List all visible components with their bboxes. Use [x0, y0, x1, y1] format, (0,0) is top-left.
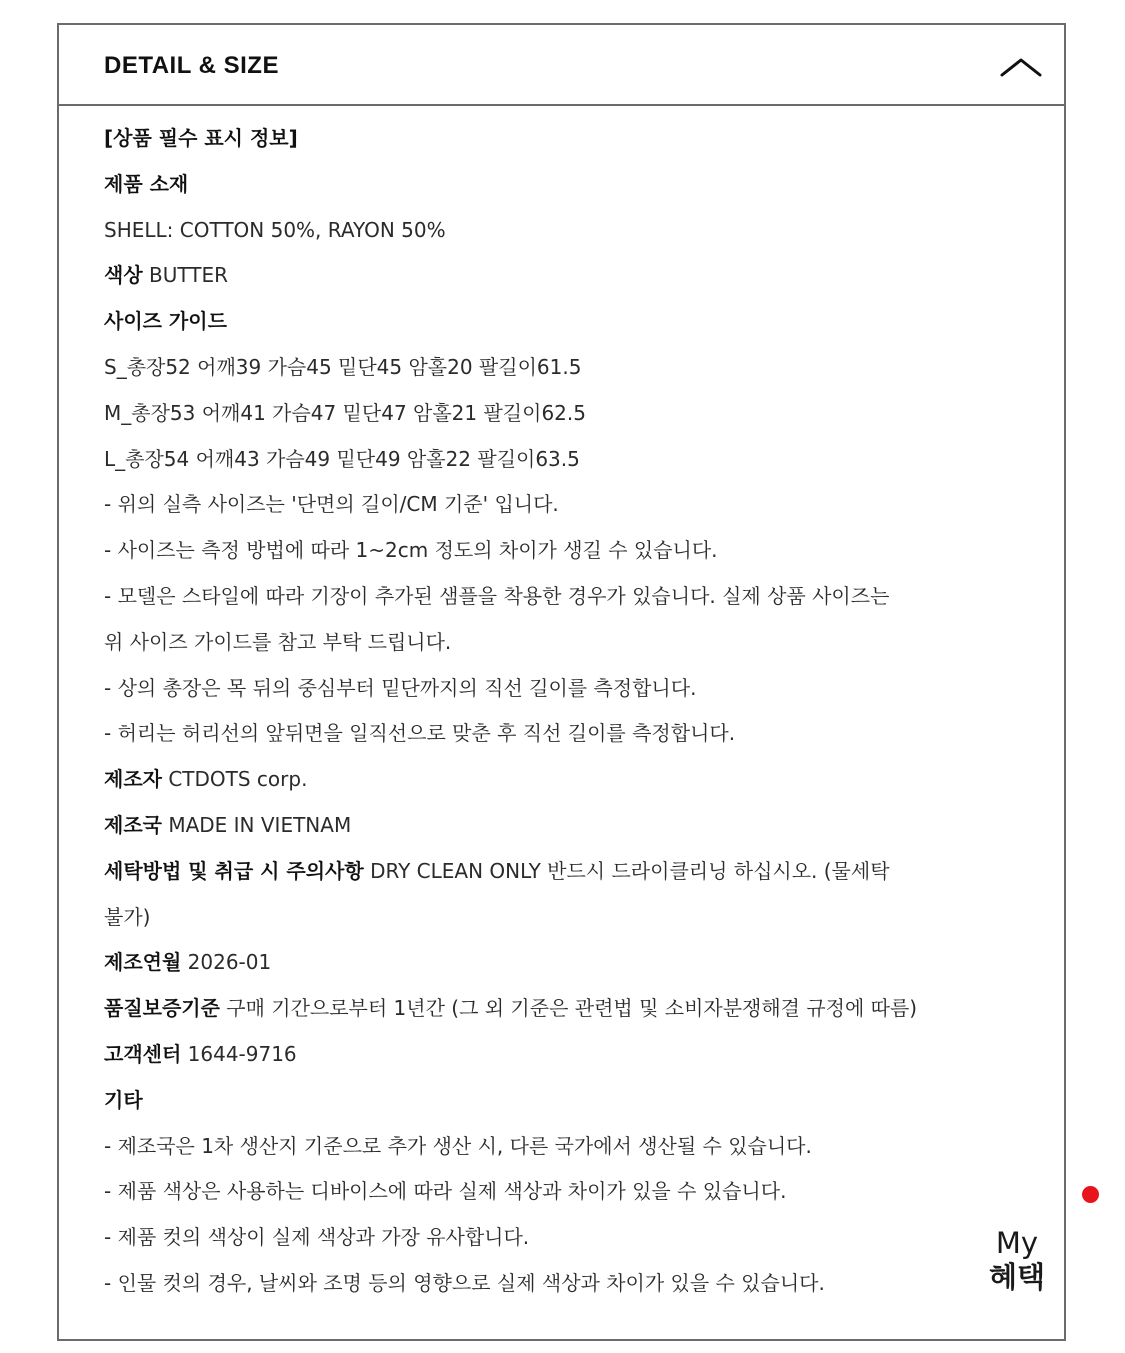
- detail-content: [59, 106, 1064, 1307]
- customer-center-label: 고객센터: [104, 1041, 182, 1066]
- color-label: 색상: [104, 263, 143, 288]
- manufacture-date-value: 2026-01: [187, 950, 272, 975]
- size-guide-heading: 사이즈 가이드: [104, 309, 227, 334]
- color-value: BUTTER: [149, 263, 228, 288]
- section-title: [상품 필수 표시 정보]: [104, 126, 298, 150]
- size-note: - 상의 총장은 목 뒤의 중심부터 밑단까지의 직선 길이를 측정합니다.: [104, 675, 697, 700]
- manufacture-date-label: 제조연월: [104, 950, 182, 975]
- care-value-continued: 불가): [104, 904, 151, 929]
- warranty-value: 구매 기간으로부터 1년간 (그 외 기준은 관련법 및 소비자분쟁해결 규정에 따름): [226, 996, 918, 1021]
- etc-heading: 기타: [104, 1087, 143, 1112]
- country-value: MADE IN VIETNAM: [168, 812, 352, 837]
- manufacturer-value: CTDOTS corp.: [168, 767, 308, 792]
- care-label: 세탁방법 및 취급 시 주의사항: [104, 858, 364, 883]
- etc-note: - 인물 컷의 경우, 날씨와 조명 등의 영향으로 실제 색상과 차이가 있을 수 있습니다.: [104, 1270, 825, 1295]
- size-note: - 허리는 허리선의 앞뒤면을 일직선으로 맞춘 후 직선 길이를 측정합니다.: [104, 721, 736, 746]
- customer-center-value: 1644-9716: [187, 1041, 297, 1066]
- customer-center-row: [104, 1032, 1064, 1078]
- size-note: - 사이즈는 측정 방법에 따라 1~2cm 정도의 차이가 생길 수 있습니다.: [104, 538, 718, 563]
- size-row-s: S_총장52 어깨39 가슴45 밑단45 암홀20 팔길이61.5: [104, 354, 582, 379]
- detail-size-accordion-header[interactable]: [59, 25, 1064, 106]
- etc-note: - 제품 색상은 사용하는 디바이스에 따라 실제 색상과 차이가 있을 수 있습니다.: [104, 1179, 787, 1204]
- my-benefits-label-line2: 혜택: [988, 1260, 1046, 1294]
- manufacture-date-row: [104, 940, 1064, 986]
- country-row: [104, 803, 1064, 849]
- care-row: [104, 849, 1064, 895]
- warranty-row: [104, 986, 1064, 1032]
- size-note: - 모델은 스타일에 따라 기장이 추가된 샘플을 착용한 경우가 있습니다. 실제 상품 사이즈는: [104, 583, 890, 608]
- material-value: SHELL: COTTON 50%, RAYON 50%: [104, 217, 446, 242]
- etc-note: - 제조국은 1차 생산지 기준으로 추가 생산 시, 다른 국가에서 생산될 수 있습니다.: [104, 1133, 812, 1158]
- manufacturer-label: 제조자: [104, 767, 162, 792]
- size-note: - 위의 실측 사이즈는 '단면의 길이/CM 기준' 입니다.: [104, 492, 559, 517]
- material-heading: 제품 소재: [104, 171, 189, 196]
- warranty-label: 품질보증기준: [104, 996, 220, 1021]
- notification-dot-icon: [1082, 1186, 1099, 1203]
- country-label: 제조국: [104, 812, 162, 837]
- care-value: DRY CLEAN ONLY 반드시 드라이클리닝 하십시오. (물세탁: [370, 858, 890, 883]
- manufacturer-row: [104, 757, 1064, 803]
- size-row-l: L_총장54 어깨43 가슴49 밑단49 암홀22 팔길이63.5: [104, 446, 580, 471]
- chevron-up-icon[interactable]: [999, 55, 1043, 79]
- panel-title: DETAIL & SIZE: [104, 52, 279, 79]
- size-row-m: M_총장53 어깨41 가슴47 밑단47 암홀21 팔길이62.5: [104, 400, 586, 425]
- etc-note: - 제품 컷의 색상이 실제 색상과 가장 유사합니다.: [104, 1225, 530, 1250]
- color-row: [104, 253, 1064, 299]
- detail-size-panel: [57, 23, 1066, 1341]
- size-note: 위 사이즈 가이드를 참고 부탁 드립니다.: [104, 629, 452, 654]
- my-benefits-button[interactable]: [970, 1207, 1064, 1313]
- my-benefits-label-line1: My: [995, 1226, 1039, 1260]
